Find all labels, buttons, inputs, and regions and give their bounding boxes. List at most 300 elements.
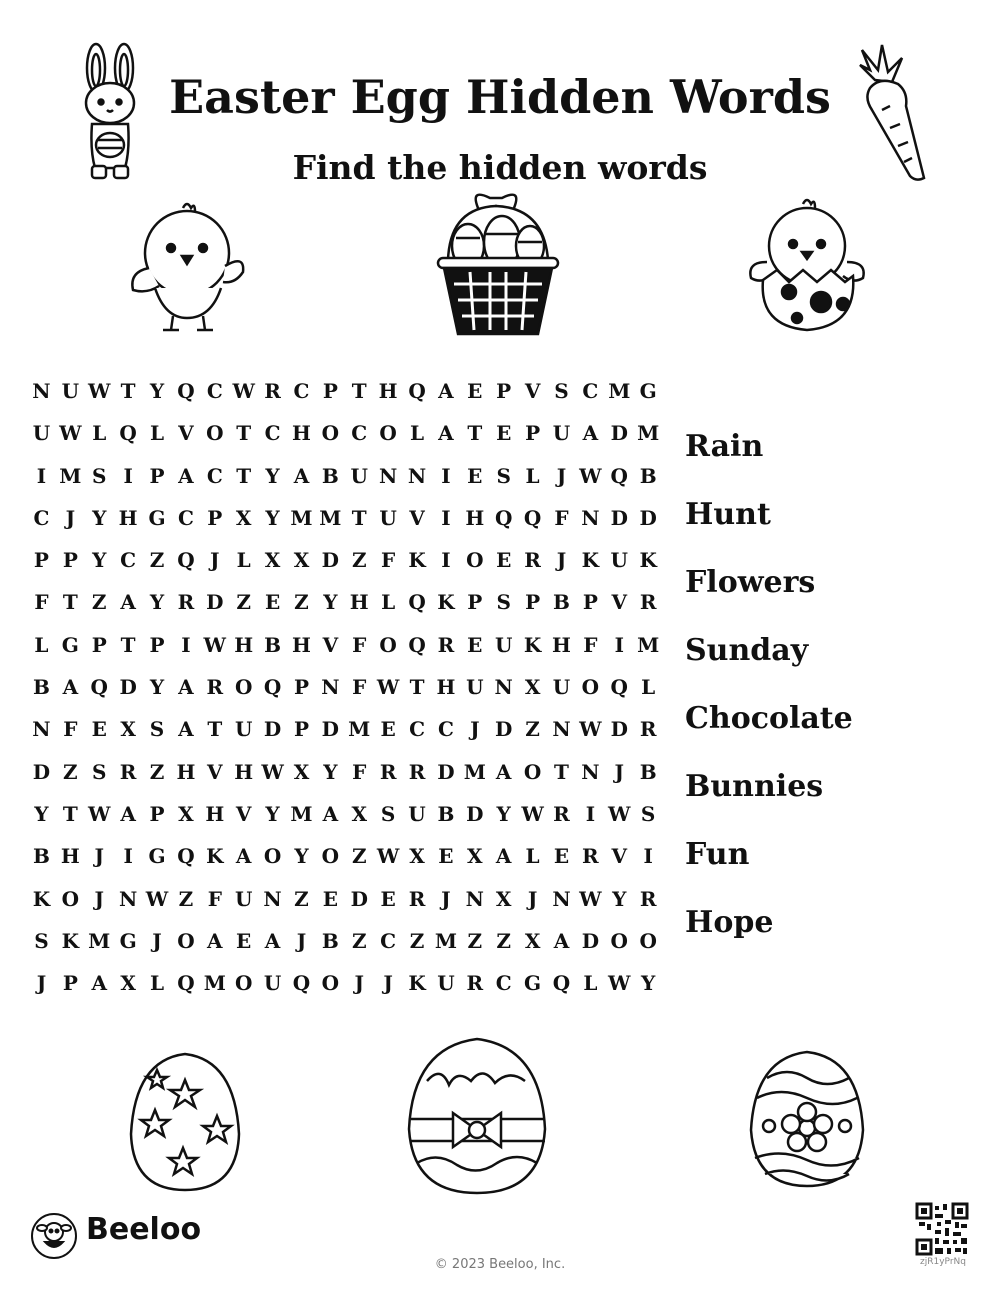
grid-letter: J [527,886,538,911]
grid-letter: R [582,844,599,869]
grid-letter: E [236,928,252,953]
grid-letter: Z [178,886,194,911]
grid-letter: M [290,505,313,530]
grid-letter: X [467,844,483,869]
grid-letter: W [376,675,400,700]
grid-letter: I [441,463,451,488]
grid-letter: C [206,463,223,488]
grid-letter: R [119,759,137,784]
grid-letter: X [495,886,512,911]
grid-letter: V [322,632,339,657]
grid-letter: L [34,632,49,657]
grid-letter: W [232,379,255,403]
flower-egg-icon [745,1048,870,1190]
grid-letter: C [582,379,599,403]
grid-letter: X [264,548,281,573]
grid-letter: T [467,421,483,446]
grid-letter: U [350,463,368,488]
grid-letter: T [236,421,252,446]
grid-letter: E [91,717,107,742]
grid-letter: G [148,844,166,869]
grid-letter: B [639,759,657,784]
grid-letter: W [145,886,169,911]
word-list-item: Chocolate [685,701,853,736]
grid-letter: D [639,505,657,530]
grid-letter: M [637,421,660,446]
grid-letter: Y [265,505,280,530]
grid-letter: S [92,759,107,784]
grid-letter: A [207,928,223,953]
grid-letter: V [611,590,628,615]
grid-letter: T [236,463,252,488]
grid-letter: V [207,759,223,784]
page-subtitle: Find the hidden words [292,148,708,187]
grid-letter: L [409,421,425,446]
grid-row [27,751,667,793]
grid-letter: K [32,886,51,911]
grid-letter: K [206,844,224,869]
grid-letter: P [149,632,165,657]
grid-letter: F [352,675,367,700]
grid-letter: Y [323,590,338,615]
grid-letter: C [409,717,425,742]
grid-letter: J [354,971,364,996]
grid-letter: K [408,971,426,996]
grid-letter: K [581,548,600,573]
grid-letter: X [524,928,541,953]
grid-letter: A [178,717,194,742]
word-list-item: Sunday [685,633,809,668]
grid-row [27,455,667,497]
grid-letter: W [87,801,111,826]
grid-letter: N [552,717,571,742]
grid-letter: H [234,759,254,784]
grid-letter: L [92,421,107,446]
grid-letter: W [579,717,602,742]
grid-letter: P [62,548,78,573]
grid-letter: Y [92,548,107,573]
grid-letter: W [203,632,227,657]
grid-letter: Q [552,971,571,996]
grid-letter: Q [292,971,311,996]
grid-letter: B [32,844,50,869]
grid-letter: J [152,928,162,953]
grid-letter: R [379,759,397,784]
grid-letter: T [62,590,78,615]
grid-letter: W [87,379,111,403]
qr-code-label: zjR1yPrNq [920,1257,966,1267]
grid-letter: M [348,717,371,742]
grid-letter: U [379,505,397,530]
grid-letter: M [88,928,111,953]
grid-letter: Z [236,590,251,615]
grid-row [27,412,667,454]
grid-letter: I [181,632,191,657]
grid-letter: F [583,632,598,657]
grid-row [27,920,667,962]
grid-letter: U [437,971,455,996]
grid-letter: P [91,632,107,657]
grid-letter: Q [119,421,137,446]
grid-row [27,878,667,920]
grid-letter: D [610,505,628,530]
grid-letter: N [321,675,340,700]
grid-letter: T [351,379,367,403]
grid-letter: D [321,717,340,742]
grid-row [27,962,667,1004]
grid-letter: V [178,421,194,446]
grid-letter: Y [265,463,280,488]
grid-letter: L [236,548,251,573]
grid-letter: B [437,801,455,826]
grid-letter: Q [263,675,282,700]
grid-letter: S [640,801,656,826]
grid-letter: P [322,379,338,403]
grid-letter: D [263,717,282,742]
grid-letter: O [379,421,397,446]
grid-letter: X [409,844,425,869]
grid-letter: K [437,590,455,615]
grid-letter: L [149,971,165,996]
grid-letter: A [120,801,136,826]
grid-letter: O [639,928,657,953]
grid-letter: B [553,590,570,615]
grid-row [27,539,667,581]
grid-letter: R [639,886,657,911]
grid-letter: I [614,632,624,657]
grid-letter: I [123,844,133,869]
grid-letter: S [380,801,396,826]
grid-letter: S [149,717,165,742]
grid-letter: U [552,421,571,446]
grid-letter: C [120,548,137,573]
word-search-grid [27,370,667,1004]
grid-letter: Z [351,548,367,573]
grid-letter: L [149,421,165,446]
grid-letter: M [319,505,342,530]
grid-letter: P [496,379,512,403]
grid-letter: H [205,801,225,826]
page-title: Easter Egg Hidden Words [169,70,831,124]
grid-letter: X [120,717,136,742]
grid-letter: F [207,886,222,911]
grid-row [27,624,667,666]
grid-letter: T [207,717,223,742]
grid-letter: F [352,759,367,784]
grid-letter: L [641,675,656,700]
grid-letter: J [94,844,104,869]
grid-letter: J [556,548,567,573]
grid-letter: M [463,759,486,784]
grid-letter: U [466,675,484,700]
grid-letter: J [296,928,307,953]
grid-letter: P [149,801,165,826]
word-list-item: Fun [685,837,750,872]
grid-letter: Q [177,548,195,573]
grid-letter: O [263,844,282,869]
grid-letter: X [351,801,367,826]
bee-logo-icon [30,1212,78,1260]
grid-letter: I [123,463,133,488]
grid-letter: Y [294,844,309,869]
grid-letter: G [61,632,79,657]
grid-letter: K [639,548,657,573]
grid-letter: X [235,505,252,530]
qr-code-icon [915,1202,969,1256]
grid-letter: Y [323,759,338,784]
grid-letter: J [614,759,624,784]
grid-letter: N [378,463,398,488]
grid-letter: N [581,759,600,784]
grid-letter: P [62,971,78,996]
grid-letter: A [495,844,512,869]
grid-letter: E [496,548,512,573]
grid-letter: S [34,928,49,953]
grid-letter: T [351,505,367,530]
grid-letter: E [264,590,281,615]
grid-letter: C [206,379,223,403]
grid-letter: E [467,379,483,403]
grid-row [27,835,667,877]
grid-letter: B [32,675,50,700]
grid-letter: F [63,717,78,742]
grid-letter: Q [90,675,108,700]
grid-letter: V [409,505,425,530]
grid-letter: M [637,632,660,657]
grid-letter: Z [149,759,165,784]
grid-letter: V [524,379,541,403]
chick-icon [125,198,250,336]
grid-letter: B [264,632,282,657]
grid-letter: W [59,421,82,446]
grid-letter: R [466,971,484,996]
grid-letter: H [349,590,369,615]
grid-letter: E [467,632,483,657]
grid-letter: C [380,928,397,953]
grid-letter: Q [177,971,195,996]
grid-letter: J [441,886,451,911]
grid-letter: Y [34,801,49,826]
grid-letter: U [61,379,80,403]
grid-letter: E [438,844,454,869]
grid-letter: C [495,971,512,996]
grid-letter: Q [177,844,195,869]
grid-letter: T [554,759,569,784]
grid-letter: O [206,421,224,446]
grid-letter: O [321,971,340,996]
grid-letter: W [608,971,631,996]
grid-letter: A [293,463,310,488]
grid-letter: O [466,548,484,573]
grid-letter: A [495,759,512,784]
grid-letter: S [554,379,569,403]
grid-letter: X [293,759,310,784]
grid-letter: Y [496,801,511,826]
grid-letter: Z [63,759,78,784]
grid-row [27,497,667,539]
grid-letter: W [261,759,284,784]
grid-letter: M [59,463,82,488]
grid-letter: O [234,675,253,700]
grid-letter: N [32,379,51,403]
grid-letter: C [437,717,454,742]
grid-letter: Q [177,379,195,403]
grid-letter: U [32,421,51,446]
grid-letter: O [321,421,340,446]
grid-letter: O [581,675,600,700]
word-list-item: Flowers [685,565,816,600]
grid-letter: R [177,590,195,615]
grid-letter: F [352,632,367,657]
grid-letter: R [553,801,570,826]
grid-letter: Z [351,844,367,869]
grid-row [27,708,667,750]
grid-letter: N [32,717,51,742]
grid-letter: P [149,463,165,488]
grid-letter: E [467,463,483,488]
grid-letter: R [524,548,541,573]
grid-letter: N [465,886,484,911]
bunny-icon [70,40,150,185]
grid-letter: H [234,632,254,657]
grid-letter: C [293,379,310,403]
grid-letter: O [61,886,80,911]
grid-letter: H [378,379,398,403]
grid-letter: R [639,717,657,742]
grid-letter: A [438,421,454,446]
grid-letter: J [65,505,76,530]
grid-letter: C [177,505,194,530]
grid-letter: A [264,928,281,953]
grid-row [27,666,667,708]
grid-letter: U [234,886,253,911]
grid-letter: D [610,717,628,742]
grid-letter: B [321,928,339,953]
grid-letter: G [148,505,166,530]
grid-letter: K [61,928,80,953]
grid-letter: H [118,505,138,530]
grid-letter: F [381,548,396,573]
grid-letter: P [293,717,309,742]
grid-letter: E [380,886,396,911]
grid-letter: M [203,971,226,996]
grid-letter: U [263,971,282,996]
grid-letter: T [409,675,425,700]
grid-letter: K [408,548,426,573]
grid-letter: Z [149,548,165,573]
grid-letter: X [178,801,194,826]
grid-letter: I [441,505,451,530]
grid-letter: U [234,717,253,742]
grid-letter: L [381,590,396,615]
grid-letter: R [264,379,281,403]
grid-letter: Z [467,928,483,953]
grid-letter: O [321,844,340,869]
word-list [685,420,945,964]
grid-letter: Z [351,928,367,953]
grid-letter: O [610,928,628,953]
grid-letter: S [496,463,511,488]
grid-letter: Y [641,971,656,996]
grid-letter: X [120,971,136,996]
grid-letter: T [120,379,136,403]
grid-letter: M [608,379,631,403]
grid-letter: N [263,886,282,911]
copyright-text: © 2023 Beeloo, Inc. [434,1257,566,1272]
grid-letter: A [62,675,79,700]
grid-letter: T [62,801,78,826]
grid-letter: A [438,379,454,403]
grid-letter: U [408,801,426,826]
grid-letter: Y [149,590,165,615]
grid-letter: Q [408,590,426,615]
grid-letter: E [496,421,512,446]
grid-letter: P [33,548,49,573]
grid-letter: D [32,759,51,784]
grid-letter: X [524,675,541,700]
grid-letter: A [322,801,339,826]
grid-letter: W [579,463,602,488]
grid-letter: C [351,421,368,446]
grid-letter: Y [149,379,165,403]
grid-letter: P [293,675,309,700]
grid-letter: D [350,886,368,911]
grid-letter: D [321,548,340,573]
grid-letter: Z [91,590,107,615]
grid-letter: N [552,886,571,911]
grid-letter: A [178,463,194,488]
grid-letter: J [94,886,104,911]
grid-letter: W [376,844,400,869]
grid-letter: Q [408,379,426,403]
grid-letter: Q [523,505,542,530]
grid-letter: L [525,844,540,869]
grid-letter: V [235,801,252,826]
grid-letter: C [264,421,281,446]
grid-letter: H [292,632,311,657]
grid-letter: O [234,971,253,996]
grid-letter: P [582,590,598,615]
grid-letter: M [434,928,457,953]
grid-letter: N [494,675,513,700]
grid-letter: J [383,971,393,996]
grid-letter: Z [496,928,511,953]
grid-letter: O [523,759,542,784]
grid-letter: R [206,675,224,700]
grid-letter: B [321,463,339,488]
grid-letter: D [610,421,628,446]
grid-letter: L [583,971,598,996]
grid-letter: A [178,675,194,700]
word-list-item: Rain [685,429,764,464]
grid-letter: W [608,801,631,826]
grid-letter: D [437,759,455,784]
grid-letter: D [495,717,513,742]
chick-in-egg-icon [745,196,870,336]
grid-letter: R [408,759,426,784]
grid-letter: I [36,463,47,488]
grid-letter: Q [610,463,628,488]
grid-letter: Y [265,801,280,826]
grid-letter: N [118,886,138,911]
brand-name: Beeloo [86,1212,202,1247]
grid-letter: A [553,928,570,953]
grid-letter: Z [294,886,309,911]
word-list-item: Hunt [685,497,771,532]
grid-row [27,793,667,835]
grid-letter: U [494,632,513,657]
grid-letter: G [119,928,137,953]
